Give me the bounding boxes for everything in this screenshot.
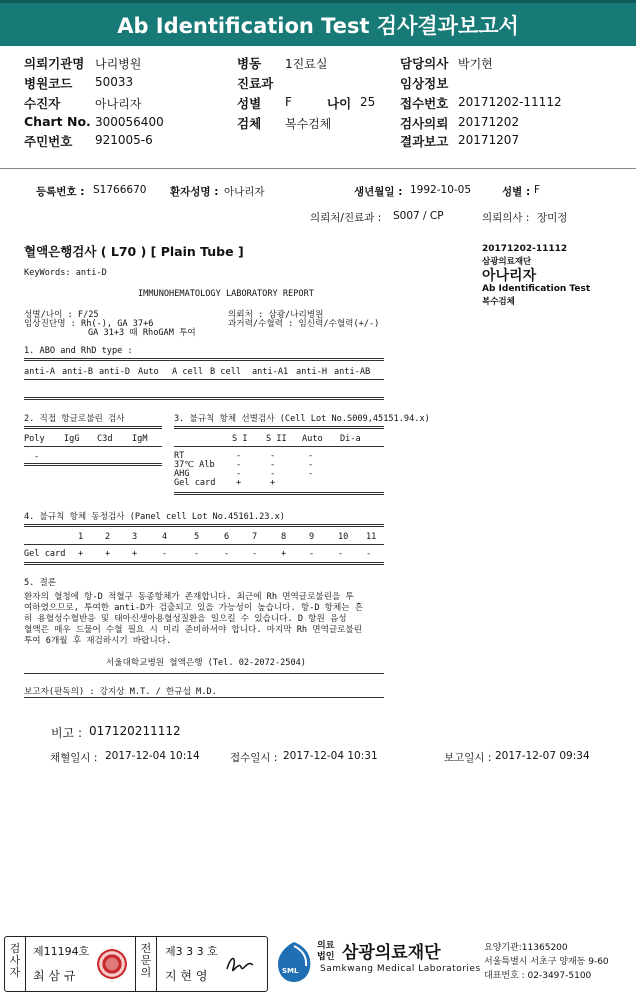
s1-rule-mid bbox=[24, 379, 384, 380]
s3-cell: - bbox=[270, 460, 276, 470]
specimen-label: 검체 bbox=[237, 116, 262, 131]
s4-column-header: 3 bbox=[132, 532, 138, 542]
conclusion-line: 환자의 혈청에 항-D 적혈구 동종항체가 존재합니다. 최근에 Rh 면역글로불린을 투 bbox=[24, 592, 354, 602]
rrn-label: 주민번호 bbox=[24, 134, 73, 149]
org-code: 요양기관:11365200 bbox=[484, 943, 568, 953]
s4-rule-top bbox=[24, 524, 384, 527]
reg-label: 등록번호 : bbox=[36, 186, 85, 198]
s3-row-label: 37℃ Alb bbox=[174, 460, 215, 470]
s3-cell: + bbox=[236, 478, 242, 488]
reporter-rule-bottom bbox=[24, 697, 384, 698]
s3-row-label: AHG bbox=[174, 469, 190, 479]
s2-value: - bbox=[34, 452, 40, 462]
stamp-number: 20171202-11112 bbox=[482, 244, 568, 254]
test-title: 혈액은행검사 ( L70 ) [ Plain Tube ] bbox=[24, 244, 244, 259]
history: 과거력/수혈력 : 임신력/수혈력(+/-) bbox=[228, 319, 380, 329]
s4-column-header: 2 bbox=[105, 532, 111, 542]
s3-cell: - bbox=[308, 451, 314, 461]
conclusion-line: 혈액은 매우 드물어 수혈 필요 시 미리 준비하셔야 합니다. 마지막 Rh 면역글로불린 bbox=[24, 625, 363, 635]
s3-cell: + bbox=[270, 478, 276, 488]
s5-title: 5. 결론 bbox=[24, 578, 57, 588]
doc-sex-label: 성별 : bbox=[502, 186, 531, 198]
reporter-rule-top bbox=[24, 673, 384, 674]
s4-rule-bottom bbox=[24, 562, 384, 565]
report-date-value: 2017-12-07 09:34 bbox=[495, 750, 590, 762]
s4-value-cell: + bbox=[281, 549, 287, 559]
s4-value-cell: + bbox=[132, 549, 138, 559]
s1-header-cell: anti-H bbox=[296, 367, 328, 377]
s1-rule-bottom bbox=[24, 397, 384, 400]
report-date-label: 보고일시 : bbox=[444, 752, 492, 764]
s2-rule-top bbox=[24, 426, 162, 429]
signature-box bbox=[4, 936, 268, 992]
s4-column-header: 6 bbox=[224, 532, 230, 542]
specimen-value: 복수검체 bbox=[285, 117, 332, 131]
reg-value: S1766670 bbox=[93, 184, 147, 196]
s3-cell: - bbox=[236, 460, 242, 470]
clinical-label: 임상정보 bbox=[400, 76, 449, 91]
s2-header-cell: C3d bbox=[97, 434, 113, 444]
name-label: 환자성명 : bbox=[170, 186, 219, 198]
inspector-seal-icon bbox=[97, 949, 127, 979]
s2-title: 2. 직접 항글로불린 검사 bbox=[24, 414, 125, 424]
doctor-label: 담당의사 bbox=[400, 56, 449, 71]
s2-rule-mid bbox=[24, 446, 162, 447]
sml-logo-text: SML bbox=[282, 967, 299, 975]
stamp-specimen: 복수검체 bbox=[482, 297, 515, 307]
hospital-label: 의뢰기관명 bbox=[24, 56, 85, 71]
org-prefix: 의료법인 bbox=[317, 941, 335, 962]
s4-value-cell: - bbox=[309, 549, 315, 559]
s4-column-header: 4 bbox=[162, 532, 168, 542]
stamp-patient: 아나리자 bbox=[482, 268, 537, 284]
stamp-org: 삼광의료재단 bbox=[482, 257, 532, 267]
s3-rule-top bbox=[174, 426, 384, 429]
chart-label: Chart No. bbox=[24, 114, 91, 129]
s3-row-label: RT bbox=[174, 451, 185, 461]
dob-label: 생년월일 : bbox=[354, 186, 403, 198]
s3-cell: - bbox=[236, 469, 242, 479]
doc-dept-value: S007 / CP bbox=[393, 210, 444, 222]
s1-header-cell: A cell bbox=[172, 367, 204, 377]
sex-label: 성별 bbox=[237, 96, 262, 111]
reviewer-name: 지 현 영 bbox=[165, 969, 208, 983]
collect-value: 2017-12-04 10:14 bbox=[105, 750, 200, 762]
diagnosis: 임상진단명 : Rh(-), GA 37+6 bbox=[24, 319, 154, 329]
bloodbank-contact: 서울대학교병원 혈액은행 (Tel. 02-2072-2504) bbox=[106, 658, 306, 668]
doc-doctor-value: 장미정 bbox=[537, 212, 568, 224]
s4-column-header: 1 bbox=[78, 532, 84, 542]
conclusion-line: 여하였으므로, 투여한 anti-D가 검출되고 있을 가능성이 높습니다. 항-D 항체는 흔 bbox=[24, 603, 364, 613]
s1-title: 1. ABO and RhD type : bbox=[24, 346, 133, 356]
s1-header-cell: anti-A1 bbox=[252, 367, 289, 377]
report-value: 20171207 bbox=[458, 133, 520, 147]
s4-value-cell: + bbox=[105, 549, 111, 559]
lab-report-title: IMMUNOHEMATOLOGY LABORATORY REPORT bbox=[138, 289, 314, 299]
sex-value: F bbox=[285, 95, 292, 109]
s1-header-cell: anti-AB bbox=[334, 367, 371, 377]
age-value: 25 bbox=[360, 95, 376, 109]
s1-header-cell: anti-D bbox=[99, 367, 131, 377]
org-address: 서울특별시 서초구 양재동 9-60 bbox=[484, 957, 609, 967]
s3-title: 3. 불규칙 항체 선별검사 (Cell Lot No.S009,45151.94.x) bbox=[174, 414, 430, 424]
reporter: 보고자(판독의) : 강지상 M.T. / 한규섭 M.D. bbox=[24, 687, 217, 697]
chart-value: 300056400 bbox=[95, 115, 164, 129]
signature-icon bbox=[223, 951, 257, 979]
s4-value-cell: - bbox=[338, 549, 344, 559]
org-phone: 대표번호 : 02-3497-5100 bbox=[484, 971, 592, 981]
receipt-label: 접수번호 bbox=[400, 96, 449, 111]
report-label: 결과보고 bbox=[400, 134, 449, 149]
s4-rule-mid bbox=[24, 544, 384, 545]
conclusion-line: 히 용혈성수혈반응 및 태아신생아용혈성질환을 일으킬 수 있습니다. D 항원 음성 bbox=[24, 614, 347, 624]
s2-header-cell: IgM bbox=[132, 434, 148, 444]
inspector-license: 제11194호 bbox=[33, 945, 90, 958]
s4-value-cell: - bbox=[252, 549, 258, 559]
s4-row-label: Gel card bbox=[24, 549, 66, 559]
report-title: Ab Identification Test 검사결과보고서 bbox=[0, 0, 636, 46]
s3-cell: - bbox=[270, 451, 276, 461]
s4-column-header: 11 bbox=[366, 532, 377, 542]
s2-header-cell: Poly bbox=[24, 434, 45, 444]
code-label: 병원코드 bbox=[24, 76, 73, 91]
s4-value-cell: - bbox=[194, 549, 200, 559]
doc-dept-label: 의뢰처/진료과 : bbox=[310, 212, 382, 224]
reviewer-label: 전문의 bbox=[140, 942, 152, 979]
stamp-test: Ab Identification Test bbox=[482, 284, 591, 294]
s4-title: 4. 불규칙 항체 동정검사 (Panel cell Lot No.45161.23.x) bbox=[24, 512, 285, 522]
org-english: Samkwang Medical Laboratories bbox=[320, 964, 481, 974]
s3-cell: - bbox=[308, 460, 314, 470]
receive-label: 접수일시 : bbox=[230, 752, 278, 764]
s3-header-cell: S II bbox=[266, 434, 287, 444]
s3-rule-mid bbox=[174, 446, 384, 447]
s3-cell: - bbox=[308, 469, 314, 479]
inspector-name: 최 삼 규 bbox=[33, 969, 76, 983]
conclusion-line: 투여 6개월 후 재검하시기 바랍니다. bbox=[24, 636, 172, 646]
patient-value: 아나리자 bbox=[95, 97, 142, 111]
s4-column-header: 7 bbox=[252, 532, 258, 542]
age-label: 나이 bbox=[327, 96, 352, 111]
s4-value-cell: + bbox=[78, 549, 84, 559]
sml-logo-icon bbox=[274, 940, 314, 984]
s3-cell: - bbox=[270, 469, 276, 479]
s2-rule-bottom bbox=[24, 463, 162, 466]
s4-column-header: 9 bbox=[309, 532, 315, 542]
header-divider bbox=[0, 168, 636, 169]
dob-value: 1992-10-05 bbox=[410, 184, 472, 196]
ward-label: 병동 bbox=[237, 56, 262, 71]
receipt-value: 20171202-11112 bbox=[458, 95, 562, 109]
s4-value-cell: - bbox=[162, 549, 168, 559]
remark-value: 017120211112 bbox=[89, 724, 181, 738]
referral: 의뢰처 : 삼광/나리병원 bbox=[228, 310, 324, 320]
patient-label: 수진자 bbox=[24, 96, 61, 111]
diagnosis-note: GA 31+3 때 RhoGAM 투여 bbox=[88, 328, 196, 338]
s1-header-cell: anti-A bbox=[24, 367, 56, 377]
hospital-value: 나리병원 bbox=[95, 57, 142, 71]
s3-header-cell: Di-a bbox=[340, 434, 361, 444]
receive-value: 2017-12-04 10:31 bbox=[283, 750, 378, 762]
s4-value-cell: - bbox=[224, 549, 230, 559]
s4-column-header: 10 bbox=[338, 532, 349, 542]
doctor-value: 박기현 bbox=[458, 57, 493, 71]
inspector-label: 검사자 bbox=[9, 942, 21, 979]
s1-header-cell: Auto bbox=[138, 367, 159, 377]
s3-cell: - bbox=[236, 451, 242, 461]
report-footer bbox=[0, 934, 636, 996]
s4-column-header: 8 bbox=[281, 532, 287, 542]
remark-label: 비고 : bbox=[51, 726, 83, 740]
s2-header-cell: IgG bbox=[64, 434, 80, 444]
collect-label: 채혈일시 : bbox=[50, 752, 98, 764]
s3-header-cell: S I bbox=[232, 434, 248, 444]
s3-row-label: Gel card bbox=[174, 478, 216, 488]
s3-rule-bottom bbox=[174, 492, 384, 495]
s4-value-cell: - bbox=[366, 549, 372, 559]
request-value: 20171202 bbox=[458, 115, 520, 129]
s1-header-cell: anti-B bbox=[62, 367, 94, 377]
ward-value: 1진료실 bbox=[285, 57, 328, 71]
dept-label: 진료과 bbox=[237, 76, 274, 91]
request-label: 검사의뢰 bbox=[400, 116, 449, 131]
report-header bbox=[0, 48, 636, 166]
reviewer-license: 제3 3 3 호 bbox=[165, 945, 218, 958]
name-value: 아나리자 bbox=[224, 186, 265, 198]
doc-doctor-label: 의뢰의사 : bbox=[482, 212, 530, 224]
s1-header-cell: B cell bbox=[210, 367, 242, 377]
sex-age: 성별/나이 : F/25 bbox=[24, 310, 99, 320]
s1-rule-top bbox=[24, 358, 384, 361]
org-name: 삼광의료재단 bbox=[342, 943, 441, 963]
specimen-label-stamp bbox=[468, 244, 608, 306]
keywords: KeyWords: anti-D bbox=[24, 268, 107, 278]
s4-column-header: 5 bbox=[194, 532, 200, 542]
doc-sex-value: F bbox=[534, 184, 541, 196]
rrn-value: 921005-6 bbox=[95, 133, 153, 147]
s3-header-cell: Auto bbox=[302, 434, 323, 444]
code-value: 50033 bbox=[95, 75, 134, 89]
